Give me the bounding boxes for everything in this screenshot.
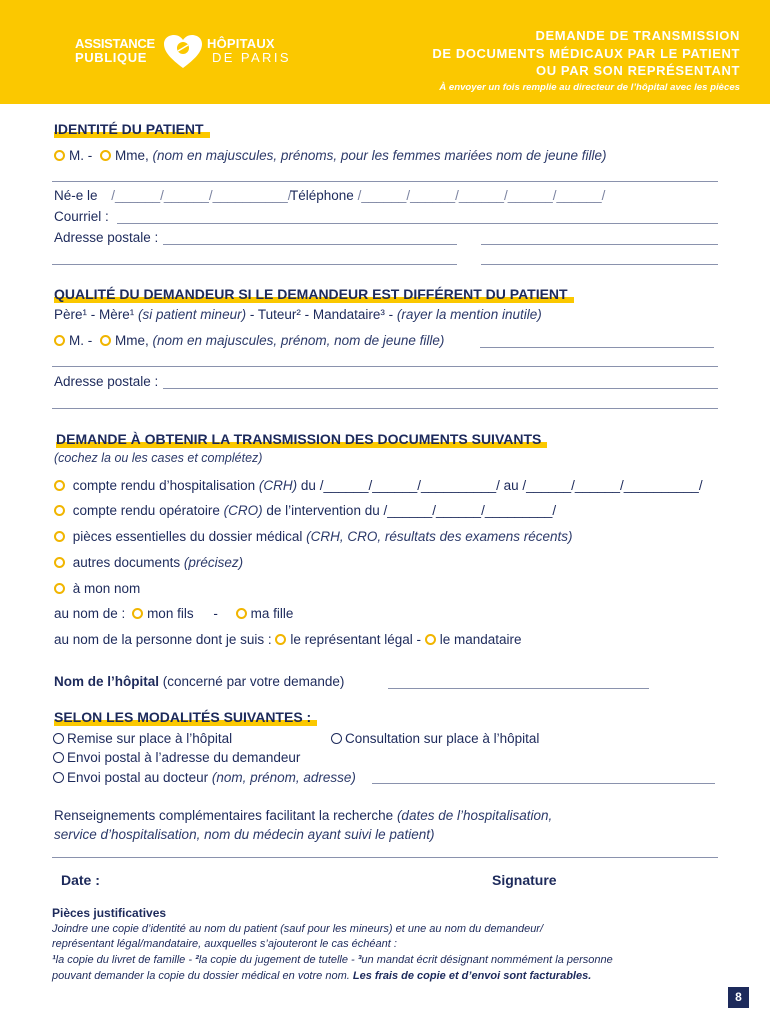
option-mon-nom: à mon nom	[54, 581, 140, 596]
checkbox-rep-legal[interactable]	[275, 634, 286, 645]
email-label: Courriel :	[54, 209, 109, 224]
radio-remise[interactable]	[53, 733, 64, 744]
option-representant: au nom de la personne dont je suis : le représentant légal - le mandataire	[54, 632, 522, 647]
checkbox-mandataire[interactable]	[425, 634, 436, 645]
pieces-line-2: représentant légal/mandataire, auxquelles s’ajouteront le cas échéant :	[52, 938, 397, 950]
pieces-line-1: Joindre une copie d’identité au nom du patient (sauf pour les mineurs) et une au nom du demandeur/	[52, 923, 544, 935]
header-banner	[0, 0, 770, 104]
signature-label: Signature	[492, 872, 557, 888]
checkbox-ma-fille[interactable]	[236, 608, 247, 619]
option-crh: compte rendu d’hospitalisation (CRH) du /______/______/__________/ au /______/______/__________/	[54, 478, 703, 493]
field-line[interactable]	[52, 181, 718, 182]
title-line-3: OU PAR SON REPRÉSENTANT	[535, 63, 740, 78]
requester-address-field-1[interactable]	[163, 388, 718, 389]
address-field-1[interactable]	[163, 244, 457, 245]
checkbox-mme[interactable]	[100, 335, 111, 346]
extra-info-field[interactable]	[52, 857, 718, 858]
doctor-address-field[interactable]	[372, 783, 715, 784]
cro-date-field[interactable]: de l’intervention du /______/______/_________/	[266, 503, 557, 518]
phone-row: Téléphone /______/______/______/______/______/	[290, 188, 606, 203]
checkbox-mon-fils[interactable]	[132, 608, 143, 619]
requester-name-field[interactable]	[480, 347, 714, 348]
radio-envoi-demandeur[interactable]	[53, 752, 64, 763]
hospital-name-row: Nom de l’hôpital (concerné par votre demande)	[54, 674, 345, 689]
phone-field[interactable]: /______/______/______/______/______/	[357, 188, 606, 203]
pieces-line-3: ¹la copie du livret de famille - ²la copie du jugement de tutelle - ³un mandat écrit désignant nommément la personne	[52, 954, 613, 966]
radio-consultation[interactable]	[331, 733, 342, 744]
section-heading-documents: DEMANDE À OBTENIR LA TRANSMISSION DES DOCUMENTS SUIVANTS	[56, 431, 541, 447]
pieces-heading: Pièces justificatives	[52, 906, 167, 920]
section-heading-modalites: SELON LES MODALITÉS SUIVANTES :	[54, 709, 311, 725]
checkbox-mme[interactable]	[100, 150, 111, 161]
requester-roles-row: Père¹ - Mère¹ (si patient mineur) - Tuteur² - Mandataire³ - (rayer la mention inutile)	[54, 307, 542, 322]
modalite-envoi-docteur: Envoi postal au docteur (nom, prénom, adresse)	[53, 770, 356, 785]
option-autres: autres documents (précisez)	[54, 555, 243, 570]
checkbox-cro[interactable]	[54, 505, 65, 516]
crh-dates-field[interactable]: du /______/______/__________/ au /______/______/__________/	[300, 478, 703, 493]
modalite-consultation: Consultation sur place à l’hôpital	[331, 731, 539, 746]
requester-address-label: Adresse postale :	[54, 374, 159, 389]
hospital-name-field[interactable]	[388, 688, 649, 689]
requester-civility-row: M. - Mme, (nom en majuscules, prénom, nom de jeune fille)	[54, 333, 444, 348]
title-line-1: DEMANDE DE TRANSMISSION	[535, 28, 740, 43]
option-au-nom-de: au nom de : mon fils - ma fille	[54, 606, 294, 621]
checkbox-pieces[interactable]	[54, 531, 65, 542]
logo-text-publique: PUBLIQUE	[75, 50, 147, 65]
address-field-4[interactable]	[481, 264, 718, 265]
extra-info-line-1: Renseignements complémentaires facilitant la recherche (dates de l’hospitalisation,	[54, 808, 553, 823]
birth-date-field[interactable]: /______/______/__________/	[111, 188, 292, 203]
section-heading-demandeur: QUALITÉ DU DEMANDEUR SI LE DEMANDEUR EST DIFFÉRENT DU PATIENT	[54, 286, 568, 302]
radio-envoi-docteur[interactable]	[53, 772, 64, 783]
option-cro: compte rendu opératoire (CRO) de l’intervention du /______/______/_________/	[54, 503, 556, 518]
logo-text-de-paris: DE PARIS	[212, 50, 291, 65]
modalite-remise: Remise sur place à l’hôpital	[53, 731, 232, 746]
checkbox-mon-nom[interactable]	[54, 583, 65, 594]
heart-logo-icon	[163, 34, 203, 70]
document-title	[432, 27, 740, 80]
extra-info-line-2: service d’hospitalisation, nom du médecin ayant suivi le patient)	[54, 827, 435, 842]
checkbox-crh[interactable]	[54, 480, 65, 491]
email-field[interactable]	[117, 223, 718, 224]
page-number: 8	[728, 987, 749, 1008]
birth-date-row: Né-e le /______/______/__________/	[54, 188, 292, 203]
address-field-3[interactable]	[52, 264, 457, 265]
checkbox-autres[interactable]	[54, 557, 65, 568]
address-label: Adresse postale :	[54, 230, 159, 245]
title-line-2: DE DOCUMENTS MÉDICAUX PAR LE PATIENT	[432, 45, 740, 61]
requester-address-field-2[interactable]	[52, 408, 718, 409]
logo-text-assistance: ASSISTANCE	[75, 36, 155, 51]
logo-text-hopitaux: HÔPITAUX	[207, 36, 275, 51]
pieces-line-4: pouvant demander la copie du dossier médical en votre nom. Les frais de copie et d’envoi sont facturables.	[52, 970, 592, 982]
option-pieces: pièces essentielles du dossier médical (CRH, CRO, résultats des examens récents)	[54, 529, 573, 544]
checkbox-m[interactable]	[54, 150, 65, 161]
checkbox-m[interactable]	[54, 335, 65, 346]
date-label: Date :	[61, 872, 100, 888]
document-subtitle: À envoyer un fois remplie au directeur de l’hôpital avec les pièces	[439, 82, 740, 93]
field-line[interactable]	[52, 366, 718, 367]
patient-civility-row: M. - Mme, (nom en majuscules, prénoms, pour les femmes mariées nom de jeune fille)	[54, 148, 606, 163]
documents-instruction: (cochez la ou les cases et complétez)	[54, 451, 263, 465]
address-field-2[interactable]	[481, 244, 718, 245]
modalite-envoi-demandeur: Envoi postal à l’adresse du demandeur	[53, 750, 300, 765]
section-heading-identite: IDENTITÉ DU PATIENT	[54, 121, 204, 137]
